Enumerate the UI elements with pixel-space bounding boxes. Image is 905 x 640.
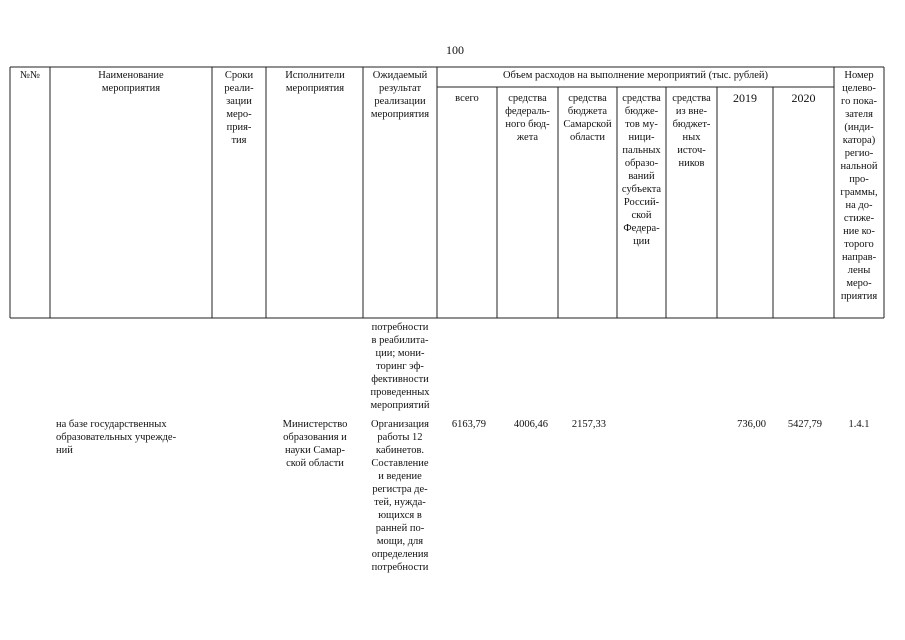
- header-offbudget: средства из вне- бюджет- ных источ- ников: [672, 93, 711, 169]
- header-num: №№: [19, 70, 41, 81]
- header-municipal: средства бюдже- тов му- ници- пальных образо- ваний субъекта Россий- ской Федера- ции: [621, 93, 662, 247]
- row-indicator: 1.4.1: [848, 419, 870, 430]
- header-regional: средства бюджета Самарской области: [563, 93, 612, 143]
- header-federal: средства федераль- ного бюд- жета: [505, 93, 550, 143]
- row-executor: Министерство образования и науки Самар- ской области: [282, 419, 348, 469]
- header-executors: Исполнители мероприятия: [285, 70, 345, 94]
- row-federal: 4006,46: [513, 419, 548, 430]
- header-expenses: Объем расходов на выполнение мероприятий (тыс. рублей): [502, 70, 769, 81]
- row-result-bottom: Организация работы 12 кабинетов. Составление и ведение регистра де- тей, нужда- ющихся в ранней по- мощи, для определения потребности: [371, 419, 429, 573]
- header-total: всего: [455, 93, 479, 104]
- row-total: 6163,79: [451, 419, 486, 430]
- row-regional: 2157,33: [571, 419, 606, 430]
- header-name: Наименование мероприятия: [98, 70, 164, 94]
- header-year-2019: 2019: [733, 91, 757, 105]
- row-result-top: потребности в реабилита- ции; мони- торинг эф- фективности проведенных мероприятий: [370, 322, 430, 411]
- header-year-2020: 2020: [791, 91, 816, 105]
- row-2020: 5427,79: [787, 419, 822, 430]
- page-number: 100: [446, 43, 464, 57]
- header-indicator: Номер целево- го пока- зателя (инди- катора) регио- нальной про- граммы, на до- стиже- ние ко- торого направ- лены меро- приятия: [840, 70, 878, 302]
- row-2019: 736,00: [737, 419, 766, 430]
- header-terms: Сроки реали- зации меро- прия- тия: [224, 70, 254, 146]
- header-expected-result: Ожидаемый результат реализации мероприятия: [370, 70, 430, 120]
- row-name: на базе государственных образовательных учрежде- ний: [56, 419, 177, 456]
